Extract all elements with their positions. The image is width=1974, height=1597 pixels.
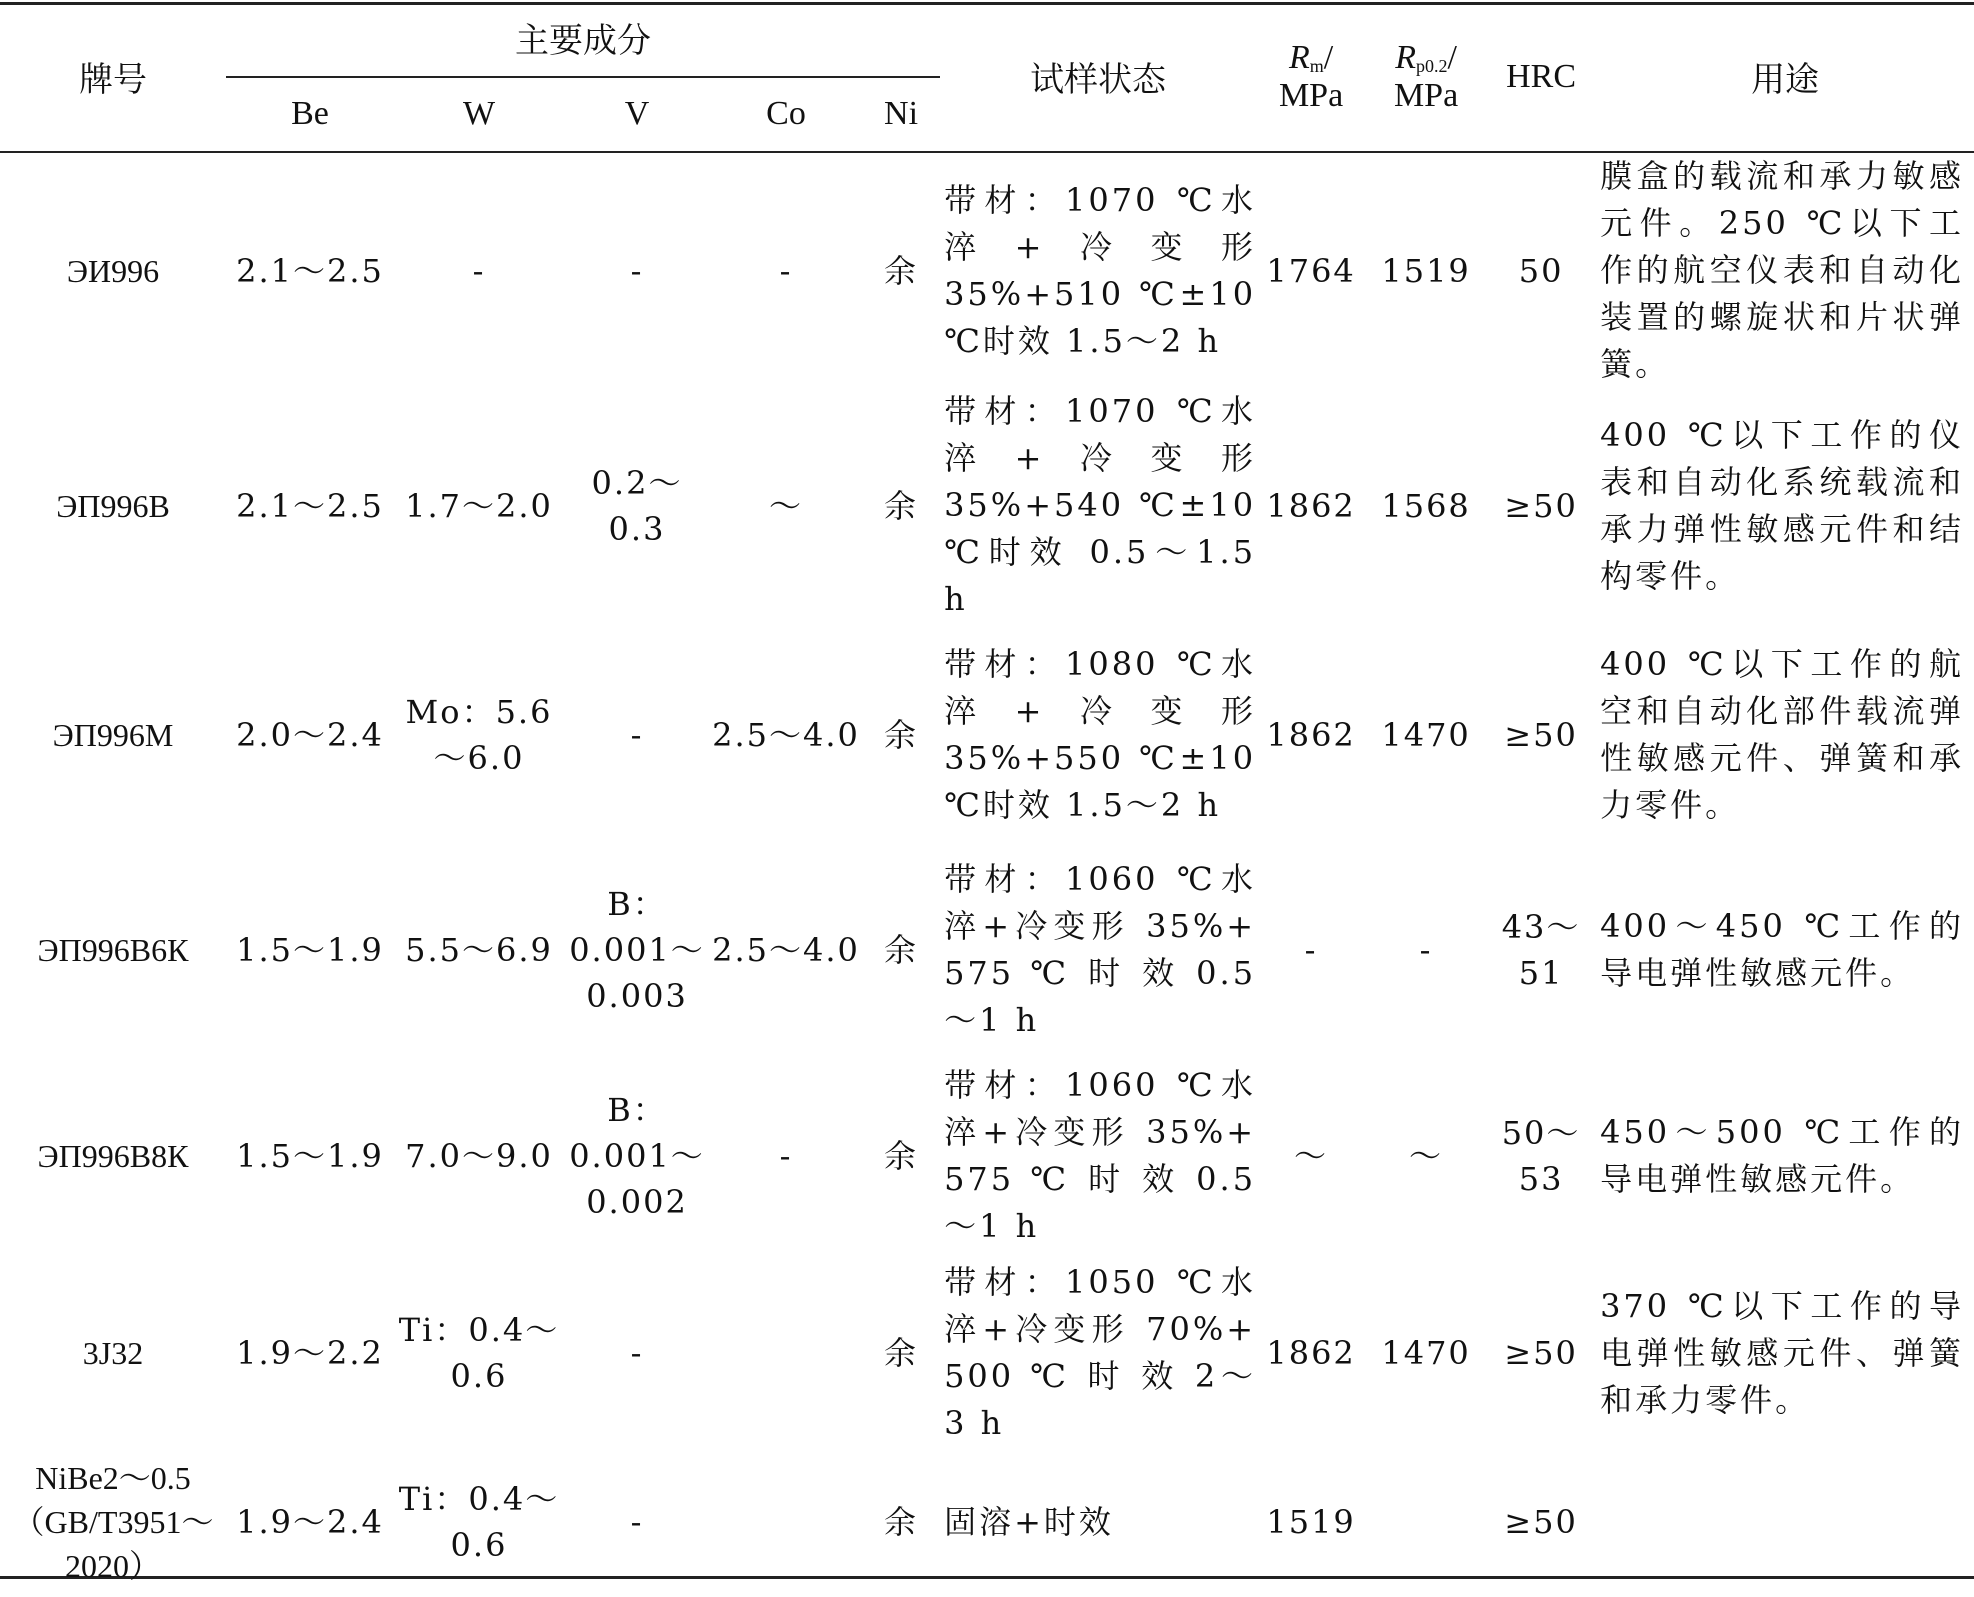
rm-unit: MPa xyxy=(1278,76,1344,114)
use-cell: 膜盒的载流和承力敏感元件。250 ℃以下工作的航空仪表和自动化装置的螺旋状和片状弹簧。 xyxy=(1600,157,1965,383)
use-cell: 370 ℃以下工作的导电弹性敏感元件、弹簧和承力零件。 xyxy=(1600,1286,1965,1419)
v-cell: B：0.001～0.003 xyxy=(569,885,705,1015)
grade-cell: ЭИ996 xyxy=(66,252,160,289)
header-composition: 主要成分 xyxy=(515,23,652,60)
grade-cell: NiBe2～0.5（GB/T3951～2020） xyxy=(12,1460,214,1584)
header-state: 试样状态 xyxy=(1030,62,1167,99)
w-cell: Ti：0.4～0.6 xyxy=(398,1480,560,1564)
state-cell: 带材：1080 ℃水淬+冷变形 35%+550 ℃±10 ℃时效 1.5～2 h xyxy=(944,645,1257,824)
be-cell: 2.0～2.4 xyxy=(236,716,384,754)
ni-cell: 余 xyxy=(884,1503,919,1541)
grade-cell: ЭП996В xyxy=(56,487,170,524)
grade-cell: ЭП996М xyxy=(52,717,174,753)
v-cell: - xyxy=(630,1503,644,1541)
co-cell: 2.5～4.0 xyxy=(712,716,860,754)
rm-cell: 1862 xyxy=(1266,486,1356,525)
state-cell: 带材：1050 ℃水淬+冷变形 70%+ 500 ℃ 时 效 2～3 h xyxy=(944,1263,1257,1442)
ni-cell: 余 xyxy=(884,1137,919,1175)
w-cell: Mo：5.6～6.0 xyxy=(405,693,553,777)
w-cell: 7.0～9.0 xyxy=(405,1137,553,1175)
w-cell: 1.7～2.0 xyxy=(405,486,553,525)
w-cell: - xyxy=(472,251,486,290)
header-be: Be xyxy=(291,95,329,132)
header-rp xyxy=(1366,0,1486,153)
rm-subscript: m xyxy=(1309,55,1324,76)
rm-cell: 1862 xyxy=(1266,1334,1356,1372)
rp-cell: 1470 xyxy=(1381,716,1471,754)
v-cell: B：0.001～0.002 xyxy=(569,1091,705,1221)
header-rm xyxy=(1256,0,1366,153)
state-cell: 带材：1060 ℃水淬+冷变形 35%+ 575 ℃ 时 效 0.5～1 h xyxy=(944,860,1257,1039)
rm-symbol: R xyxy=(1288,38,1310,76)
rm-slash: / xyxy=(1323,38,1334,76)
v-cell: 0.2～0.3 xyxy=(591,463,683,548)
rm-cell: 1862 xyxy=(1266,716,1356,754)
header-ni: Ni xyxy=(884,95,919,132)
rm-cell: ～ xyxy=(1294,1137,1329,1175)
co-cell: - xyxy=(779,251,793,290)
co-cell xyxy=(710,1447,862,1597)
hrc-cell: 43～51 xyxy=(1501,908,1581,992)
table-row xyxy=(0,1259,1974,1447)
grade-cell: ЭП996В8К xyxy=(37,1138,189,1174)
hrc-cell: ≥50 xyxy=(1504,1334,1578,1372)
hrc-cell: ≥50 xyxy=(1504,486,1578,525)
hrc-cell: ≥50 xyxy=(1504,716,1578,754)
be-cell: 1.9～2.2 xyxy=(236,1334,384,1372)
state-cell: 带材：1060 ℃水淬+冷变形 35%+ 575 ℃ 时 效 0.5～1 h xyxy=(944,1066,1257,1245)
table-row xyxy=(0,388,1974,623)
w-cell: Ti：0.4～0.6 xyxy=(398,1311,560,1395)
hrc-cell: ≥50 xyxy=(1504,1503,1578,1541)
be-cell: 1.5～1.9 xyxy=(236,931,384,969)
header-v: V xyxy=(624,95,650,132)
rm-cell: - xyxy=(1304,931,1318,969)
co-cell: ～ xyxy=(768,486,803,525)
rp-unit: MPa xyxy=(1393,76,1459,114)
rp-cell: - xyxy=(1419,931,1433,969)
table-row xyxy=(0,153,1974,388)
table-row xyxy=(0,623,1974,847)
ni-cell: 余 xyxy=(884,931,919,969)
rp-cell: 1568 xyxy=(1381,486,1471,525)
table-row xyxy=(0,847,1974,1053)
co-cell: 2.5～4.0 xyxy=(712,931,860,969)
be-cell: 2.1～2.5 xyxy=(236,251,384,290)
table-row xyxy=(0,1447,1974,1597)
state-cell: 固溶+时效 xyxy=(944,1502,1114,1541)
use-cell: 400 ℃以下工作的仪表和自动化系统载流和承力弹性敏感元件和结构零件。 xyxy=(1600,415,1965,595)
rm-cell: 1764 xyxy=(1266,251,1356,290)
header-grade: 牌号 xyxy=(79,62,147,99)
ni-cell: 余 xyxy=(884,716,919,754)
co-cell: - xyxy=(779,1137,793,1175)
state-cell: 带材：1070 ℃水淬+冷变形 35%+540 ℃±10 ℃时效 0.5～1.5 h xyxy=(944,392,1257,618)
table-row xyxy=(0,1053,1974,1259)
ni-cell: 余 xyxy=(884,1334,919,1372)
header-hrc: HRC xyxy=(1506,57,1577,95)
state-cell: 带材：1070 ℃水淬+冷变形 35%+510 ℃±10 ℃时效 1.5～2 h xyxy=(944,180,1257,360)
rp-cell: 1519 xyxy=(1381,251,1471,290)
use-cell xyxy=(1596,1447,1974,1597)
ni-cell: 余 xyxy=(884,251,919,290)
grade-cell: ЭП996В6К xyxy=(37,932,189,968)
ni-cell: 余 xyxy=(884,486,919,525)
be-cell: 1.9～2.4 xyxy=(236,1503,384,1541)
rp-symbol: R xyxy=(1395,38,1416,76)
hrc-cell: 50 xyxy=(1518,251,1564,290)
v-cell: - xyxy=(630,1334,644,1372)
v-cell: - xyxy=(630,716,644,754)
hrc-cell: 50～53 xyxy=(1501,1114,1581,1198)
be-cell: 1.5～1.9 xyxy=(236,1137,384,1175)
v-cell: - xyxy=(630,251,644,290)
be-cell: 2.1～2.5 xyxy=(236,486,384,525)
rm-cell: 1519 xyxy=(1266,1503,1356,1541)
header-use: 用途 xyxy=(1751,62,1820,99)
use-cell: 450～500 ℃工作的导电弹性敏感元件。 xyxy=(1600,1113,1965,1198)
use-cell: 400～450 ℃工作的导电弹性敏感元件。 xyxy=(1600,907,1965,992)
header-w: W xyxy=(462,95,496,132)
rp-subscript: p0.2 xyxy=(1415,55,1448,76)
use-cell: 400 ℃以下工作的航空和自动化部件载流弹性敏感元件、弹簧和承力零件。 xyxy=(1600,645,1965,824)
co-cell xyxy=(710,1259,862,1447)
header-co: Co xyxy=(766,95,806,132)
rp-cell: 1470 xyxy=(1381,1334,1471,1372)
rp-slash: / xyxy=(1447,38,1457,76)
rp-cell: ～ xyxy=(1409,1137,1444,1175)
rp-cell xyxy=(1366,1447,1486,1597)
grade-cell: 3J32 xyxy=(82,1335,144,1371)
w-cell: 5.5～6.9 xyxy=(405,931,553,969)
